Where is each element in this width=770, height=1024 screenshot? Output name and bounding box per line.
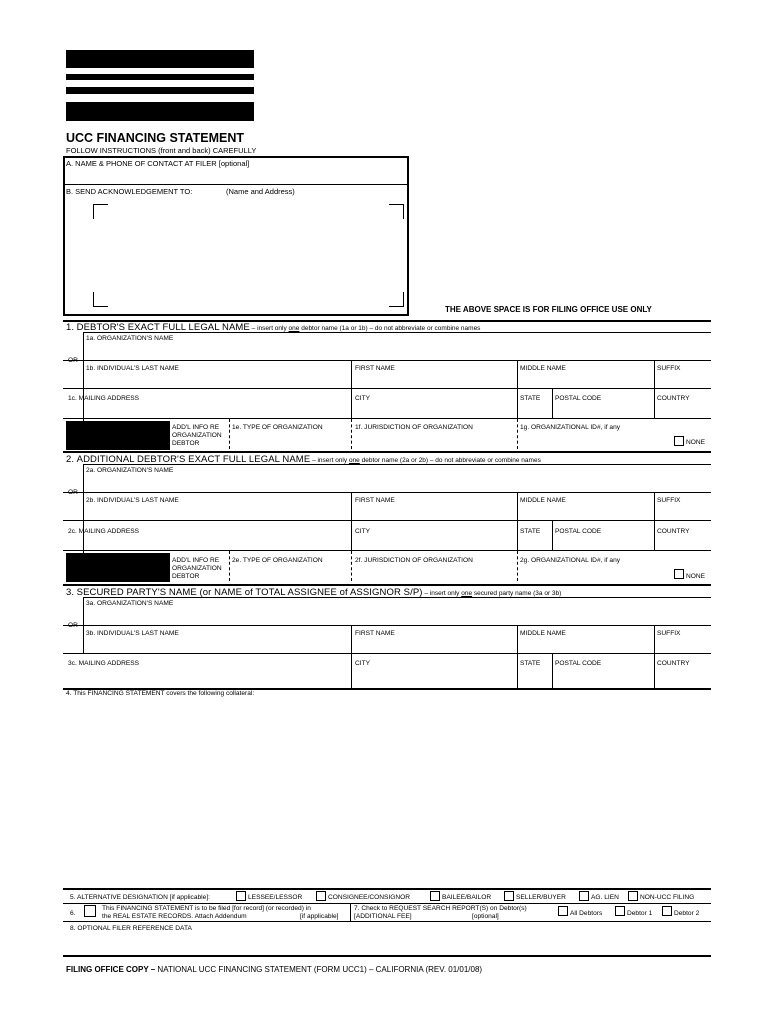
rule bbox=[351, 360, 352, 388]
ack-note: (Name and Address) bbox=[226, 187, 295, 196]
option-label: BAILEE/BAILOR bbox=[442, 894, 492, 901]
ack-label: B. SEND ACKNOWLEDGEMENT TO: bbox=[66, 187, 193, 196]
city-label: CITY bbox=[355, 395, 371, 402]
rule bbox=[63, 921, 711, 922]
rule bbox=[63, 625, 711, 626]
ack-address-field[interactable] bbox=[110, 210, 386, 300]
blackout-box bbox=[66, 421, 170, 450]
section-title: DEBTOR'S EXACT FULL LEGAL NAME bbox=[76, 322, 250, 333]
corner-mark bbox=[93, 204, 108, 219]
rule bbox=[63, 492, 711, 493]
first-name-label: FIRST NAME bbox=[355, 497, 395, 504]
rule bbox=[350, 903, 351, 921]
mailing-label: 1c. MAILING ADDRESS bbox=[68, 395, 140, 402]
section-title: ADDITIONAL DEBTOR'S EXACT FULL LEGAL NAME bbox=[76, 454, 311, 465]
rule bbox=[351, 388, 352, 418]
footer-text: NATIONAL UCC FINANCING STATEMENT (FORM UCC1) – CALIFORNIA (REV. 01/01/08) bbox=[155, 965, 483, 974]
country-label: COUNTRY bbox=[657, 395, 690, 402]
non-ucc-checkbox[interactable] bbox=[628, 891, 638, 901]
addl-line: DEBTOR bbox=[172, 440, 200, 447]
instruction: – insert only bbox=[310, 457, 349, 464]
option-label: SELLER/BUYER bbox=[516, 894, 566, 901]
postal-label: POSTAL CODE bbox=[555, 395, 602, 402]
rule bbox=[517, 551, 518, 581]
section-number: 1. bbox=[66, 322, 75, 333]
ag-lien-checkbox[interactable] bbox=[579, 891, 589, 901]
rule bbox=[552, 653, 553, 688]
instruction: debtor name (2a or 2b) – do not abbreviate or combine names bbox=[359, 457, 541, 464]
corner-mark bbox=[93, 292, 108, 307]
all-debtors-label: All Debtors bbox=[570, 910, 603, 917]
reference-field[interactable] bbox=[64, 934, 710, 952]
section6-note: [if applicable] bbox=[300, 913, 339, 920]
none-checkbox[interactable] bbox=[674, 569, 684, 579]
state-label: STATE bbox=[520, 395, 541, 402]
rule bbox=[83, 332, 711, 333]
option-label: NON-UCC FILING bbox=[640, 894, 695, 901]
rule bbox=[351, 551, 352, 581]
addl-line: ORGANIZATION bbox=[172, 432, 222, 439]
option-label: AG. LIEN bbox=[591, 894, 619, 901]
org-id-label: 2g. ORGANIZATIONAL ID#, if any bbox=[520, 557, 621, 564]
rule bbox=[63, 451, 711, 453]
section7-note: [optional] bbox=[472, 913, 499, 920]
real-estate-checkbox[interactable] bbox=[84, 905, 96, 917]
rule bbox=[63, 520, 711, 521]
rule bbox=[63, 903, 711, 904]
instruction-emph: one bbox=[288, 325, 300, 332]
state-label: STATE bbox=[520, 660, 541, 667]
instruction-emph: one bbox=[461, 590, 473, 597]
section7-line1: 7. Check to REQUEST SEARCH REPORT(S) on Debtor(s) bbox=[354, 905, 527, 912]
addl-line: DEBTOR bbox=[172, 573, 200, 580]
jurisdiction-label: 1f. JURISDICTION OF ORGANIZATION bbox=[355, 424, 473, 431]
addl-info-label bbox=[172, 424, 222, 448]
form-title: UCC FINANCING STATEMENT bbox=[66, 131, 244, 145]
section6-number: 6. bbox=[70, 910, 76, 917]
org-name-field[interactable] bbox=[84, 475, 710, 489]
rule bbox=[351, 520, 352, 550]
all-debtors-checkbox[interactable] bbox=[558, 906, 568, 916]
none-checkbox[interactable] bbox=[674, 436, 684, 446]
contact-label: A. NAME & PHONE OF CONTACT AT FILER [optional] bbox=[66, 159, 250, 168]
rule bbox=[351, 419, 352, 449]
org-name-label: 1a. ORGANIZATION'S NAME bbox=[86, 335, 174, 342]
corner-mark bbox=[389, 204, 404, 219]
logo-bar bbox=[66, 50, 254, 68]
rule bbox=[63, 360, 711, 361]
logo-bar bbox=[66, 74, 254, 80]
last-name-label: 2b. INDIVIDUAL'S LAST NAME bbox=[86, 497, 179, 504]
last-name-label: 1b. INDIVIDUAL'S LAST NAME bbox=[86, 365, 179, 372]
or-label: OR bbox=[68, 357, 78, 364]
city-label: CITY bbox=[355, 660, 371, 667]
debtor1-checkbox[interactable] bbox=[615, 906, 625, 916]
rule bbox=[552, 388, 553, 418]
rule bbox=[83, 464, 711, 465]
rule bbox=[83, 597, 711, 598]
country-label: COUNTRY bbox=[657, 660, 690, 667]
debtor1-label: Debtor 1 bbox=[627, 910, 653, 917]
addl-info-label bbox=[172, 557, 222, 581]
none-label: NONE bbox=[686, 439, 706, 446]
rule bbox=[517, 360, 518, 418]
rule bbox=[351, 653, 352, 688]
rule bbox=[63, 955, 711, 957]
office-use-note: THE ABOVE SPACE IS FOR FILING OFFICE USE ONLY bbox=[445, 305, 652, 314]
instruction-emph: one bbox=[348, 457, 360, 464]
rule bbox=[654, 492, 655, 550]
collateral-label: 4. This FINANCING STATEMENT covers the following collateral: bbox=[66, 690, 255, 697]
rule bbox=[63, 418, 711, 419]
suffix-label: SUFFIX bbox=[657, 630, 681, 637]
footer bbox=[66, 965, 482, 974]
addl-line: ADD'L INFO RE bbox=[172, 424, 220, 431]
bailee-checkbox[interactable] bbox=[430, 891, 440, 901]
none-label: NONE bbox=[686, 573, 706, 580]
rule bbox=[517, 625, 518, 688]
instruction: – insert only bbox=[422, 590, 462, 597]
blackout-box bbox=[66, 553, 170, 582]
type-org-label: 1e. TYPE OF ORGANIZATION bbox=[232, 424, 323, 431]
instruction: secured party name (3a or 3b) bbox=[472, 590, 562, 597]
mailing-label: 2c. MAILING ADDRESS bbox=[68, 528, 140, 535]
rule bbox=[351, 492, 352, 520]
rule bbox=[552, 520, 553, 550]
corner-mark bbox=[389, 292, 404, 307]
last-name-label: 3b. INDIVIDUAL'S LAST NAME bbox=[86, 630, 179, 637]
section7-fee: [ADDITIONAL FEE] bbox=[354, 913, 412, 920]
middle-name-label: MIDDLE NAME bbox=[520, 497, 566, 504]
logo-bar bbox=[66, 102, 254, 121]
rule bbox=[63, 888, 711, 890]
reference-label: 8. OPTIONAL FILER REFERENCE DATA bbox=[70, 925, 192, 932]
addl-line: ADD'L INFO RE bbox=[172, 557, 220, 564]
instruction: – insert only bbox=[249, 325, 289, 332]
section-number: 3. bbox=[66, 587, 75, 598]
divider bbox=[63, 184, 409, 185]
logo-bar bbox=[66, 87, 254, 94]
section6-line2: the REAL ESTATE RECORDS. Attach Addendum bbox=[102, 913, 247, 920]
state-label: STATE bbox=[520, 528, 541, 535]
instruction: debtor name (1a or 1b) – do not abbreviate or combine names bbox=[299, 325, 481, 332]
section-title: SECURED PARTY'S NAME (or NAME of TOTAL ASSIGNEE of ASSIGNOR S/P) bbox=[76, 587, 423, 598]
rule bbox=[63, 653, 711, 654]
addl-line: ORGANIZATION bbox=[172, 565, 222, 572]
option-label: CONSIGNEE/CONSIGNOR bbox=[328, 894, 411, 901]
contact-field[interactable] bbox=[64, 167, 407, 183]
debtor2-checkbox[interactable] bbox=[662, 906, 672, 916]
debtor2-label: Debtor 2 bbox=[674, 910, 700, 917]
rule bbox=[351, 625, 352, 653]
rule bbox=[63, 388, 711, 389]
middle-name-label: MIDDLE NAME bbox=[520, 630, 566, 637]
rule bbox=[654, 360, 655, 418]
rule bbox=[229, 551, 230, 581]
type-org-label: 2e. TYPE OF ORGANIZATION bbox=[232, 557, 323, 564]
city-label: CITY bbox=[355, 528, 371, 535]
rule bbox=[63, 550, 711, 551]
org-name-field[interactable] bbox=[84, 608, 710, 622]
rule bbox=[229, 419, 230, 449]
first-name-label: FIRST NAME bbox=[355, 365, 395, 372]
rule bbox=[517, 419, 518, 449]
or-label: OR bbox=[68, 489, 78, 496]
suffix-label: SUFFIX bbox=[657, 365, 681, 372]
org-name-label: 3a. ORGANIZATION'S NAME bbox=[86, 600, 174, 607]
section-number: 2. bbox=[66, 454, 75, 465]
rule bbox=[63, 584, 711, 586]
instructions: FOLLOW INSTRUCTIONS (front and back) CAREFULLY bbox=[66, 146, 257, 155]
org-name-field[interactable] bbox=[84, 343, 710, 357]
section6-line1: This FINANCING STATEMENT is to be filed [for record] (or recorded) in bbox=[102, 905, 311, 912]
org-id-label: 1g. ORGANIZATIONAL ID#, if any bbox=[520, 424, 621, 431]
or-label: OR bbox=[68, 622, 78, 629]
consignee-checkbox[interactable] bbox=[316, 891, 326, 901]
suffix-label: SUFFIX bbox=[657, 497, 681, 504]
collateral-field[interactable] bbox=[64, 700, 710, 886]
postal-label: POSTAL CODE bbox=[555, 528, 602, 535]
country-label: COUNTRY bbox=[657, 528, 690, 535]
seller-buyer-checkbox[interactable] bbox=[504, 891, 514, 901]
jurisdiction-label: 2f. JURISDICTION OF ORGANIZATION bbox=[355, 557, 473, 564]
rule bbox=[654, 625, 655, 688]
rule bbox=[517, 492, 518, 550]
middle-name-label: MIDDLE NAME bbox=[520, 365, 566, 372]
alt-designation-label: 5. ALTERNATIVE DESIGNATION [if applicable]: bbox=[70, 894, 210, 901]
option-label: LESSEE/LESSOR bbox=[248, 894, 303, 901]
org-name-label: 2a. ORGANIZATION'S NAME bbox=[86, 467, 174, 474]
first-name-label: FIRST NAME bbox=[355, 630, 395, 637]
mailing-label: 3c. MAILING ADDRESS bbox=[68, 660, 140, 667]
lessee-lessor-checkbox[interactable] bbox=[236, 891, 246, 901]
footer-bold: FILING OFFICE COPY – bbox=[66, 965, 156, 974]
postal-label: POSTAL CODE bbox=[555, 660, 602, 667]
